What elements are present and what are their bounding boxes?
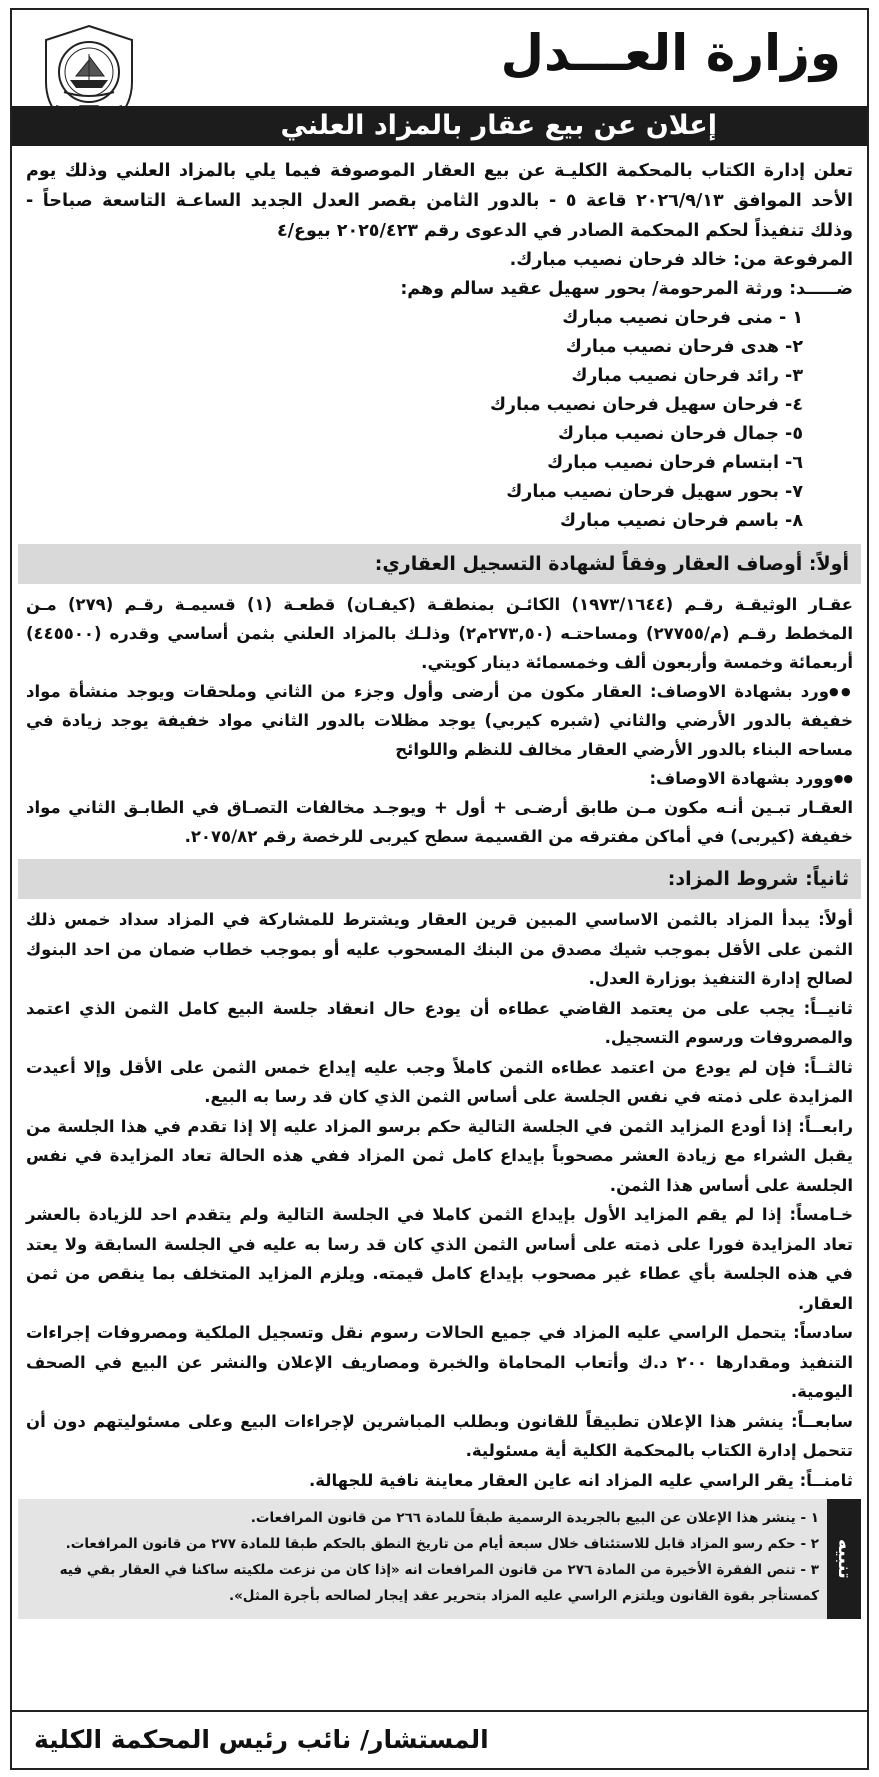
- condition-label: سادساً: [799, 1323, 853, 1342]
- note-item: ١ - ينشر هذا الإعلان عن البيع بالجريدة الرسمية طبقاً للمادة ٢٦٦ من قانون المرافعات.: [250, 1510, 819, 1526]
- notes-tab: تنبيه: [827, 1499, 861, 1619]
- property-notes-2-text: وورد بشهادة الاوصاف:: [649, 769, 834, 788]
- condition-label: ثالثــاً: [810, 1057, 853, 1077]
- announcement-title: إعلان عن بيع عقار بالمزاد العلني: [12, 106, 867, 146]
- list-item: ٨- باسم فرحان نصيب مبارك: [559, 511, 803, 531]
- condition-label: سابعــاً: [797, 1411, 853, 1431]
- section-property-title: أولاً: أوصاف العقار وفقاً لشهادة التسجيل العقاري:: [18, 544, 861, 584]
- condition-item: [26, 1318, 853, 1407]
- list-item: ٣- رائد فرحان نصيب مبارك: [571, 366, 803, 386]
- plaintiff-line: المرفوعة من: خالد فرحان نصيب مبارك.: [509, 250, 853, 270]
- condition-text: : يجب على من يعتمد القاضي عطاءه أن يودع حال انعقاد جلسة البيع كامل الثمن الذي اعتمد والمصروفات ورسوم التسجيل.: [26, 998, 853, 1047]
- condition-text: : إذا أودع المزايد الثمن في الجلسة التالية حكم برسو المزاد عليه إلا إذا تقدم في هذا الجلسة من يقبل الشراء مع زيادة العشر مصحوباً بإيداع كامل ثمن المزاد ففي هذه الحالة تعاد المزايدة في نفس الجلسة على أساس هذا الثمن.: [26, 1116, 853, 1195]
- condition-label: خـامساً: [796, 1205, 853, 1224]
- notes-box: [18, 1499, 861, 1619]
- condition-label: أولاً: [824, 910, 853, 929]
- list-item: ٧- بحور سهيل فرحان نصيب مبارك: [506, 482, 803, 502]
- condition-text: : فإن لم يودع من اعتمد عطاءه الثمن كاملاً وجب عليه إيداع خمس الثمن على الأقل وإلا أعيدت المزايدة على ذمته في نفس الجلسة على أساس الثمن الذي كان قد رسا به البيع.: [26, 1057, 853, 1106]
- condition-item: [26, 905, 853, 994]
- property-notes-1: [12, 677, 867, 764]
- note-item: ٣ - تنص الفقرة الأخيرة من المادة ٢٧٦ من قانون المرافعات انه «إذا كان من نزعت ملكيته ساكنا في العقار بقي فيه كمستأجر بقوة القانون ويلتزم الراسي عليه المزاد بتحرير عقد إيجار لصالحه بأجرة المثل».: [59, 1562, 819, 1604]
- list-item: ١ - منى فرحان نصيب مبارك: [562, 308, 803, 328]
- conditions-list: [12, 905, 867, 1495]
- section-conditions-title: ثانياً: شروط المزاد:: [18, 859, 861, 899]
- condition-item: [26, 1112, 853, 1201]
- defendants-heading: ضـــــد: ورثة المرحومة/ بحور سهيل عقيد سالم وهم:: [400, 279, 853, 299]
- property-notes-1-text: ورد بشهادة الاوصاف: العقار مكون من أرضى وأول وجزء من الثاني وملحقات ويوجد منشأة مواد خفيفة بالدور الأرضي والثاني (شبره كيربي) يوجد مظلات بالدور الثاني مواد خفيفة يوجد زيادة في مساحه البناء بالدور الأرضي العقار مخالف للنظم واللوائح: [26, 682, 853, 759]
- header: [12, 10, 867, 150]
- list-item: ٢- هدى فرحان نصيب مبارك: [565, 337, 803, 357]
- list-item: ٦- ابتسام فرحان نصيب مبارك: [547, 453, 803, 473]
- condition-item: [26, 1407, 853, 1466]
- note-item: ٢ - حكم رسو المزاد قابل للاستئناف خلال سبعة أيام من تاريخ النطق بالحكم طبقا للمادة ٢٧٧ من قانون المرافعات.: [65, 1536, 819, 1552]
- notes-text: [26, 1505, 819, 1609]
- property-description: عقـار الوثيقـة رقـم (١٩٧٣/١٦٤٤) الكائـن بمنطقـة (كيفـان) قطعـة (١) قسيمـة رقـم (٢٧٩) مـن المخطط رقـم (م/٢٧٧٥٥) ومساحتـه (٢٧٣,٥٠م٢) وذلـك بالمزاد العلني بثمن أساسي وقدره (٤٤٥٥٠٠) أربعمائة وخمسة وأربعون ألف وخمسمائة دينار كويتي.: [26, 595, 853, 672]
- property-notes-3: العقـار تبـين أنـه مكون مـن طابق أرضـى + أول + ويوجـد مخالفات التصـاق في الطابـق الثاني مواد خفيفة (كيربى) في أماكن مفترقه من القسيمة سطح كيربى للرخصة رقم ٢٠٧٥/٨٢.: [26, 798, 853, 846]
- condition-text: : يتحمل الراسي عليه المزاد في جميع الحالات رسوم نقل وتسجيل الملكية ومصروفات إجراءات التنفيذ ومقدارها ٢٠٠ د.ك وأتعاب المحاماة والخبرة ومصاريف الإعلان والنشر عن البيع في الصحف اليومية.: [26, 1323, 853, 1401]
- condition-label: ثامنــاً: [806, 1470, 853, 1490]
- condition-text: : يبدأ المزاد بالثمن الاساسي المبين قرين العقار ويشترط للمشاركة في المزاد سداد خمس ذلك الثمن على الأقل بموجب شيك مصدق من البنك المسحوب عليه أو بموجب خطاب ضمان من احد البنوك لصالح إدارة التنفيذ بوزارة العدل.: [26, 910, 853, 988]
- list-item: ٤- فرحان سهيل فرحان نصيب مبارك: [489, 395, 803, 415]
- condition-text: : إذا لم يقم المزايد الأول بإيداع الثمن كاملا في الجلسة التالية ولم يتقدم احد للزيادة بالعشر تعاد المزايدة فورا على ذمته على أساس الثمن الذي كان قد رسا به عليه في الجلسة السابقة ولا يعتد في هذه الجلسة بأي عطاء غير مصحوب بإيداع كامل قيمته. ويلزم المزايد المتخلف بما ينقص من ثمن العقار.: [26, 1205, 853, 1313]
- condition-label: رابعــاً: [804, 1116, 853, 1136]
- condition-text: : ينشر هذا الإعلان تطبيقاً للقانون وبطلب المباشرين لإجراءات البيع وعلى مسئوليتهم دون أن تتحمل إدارة الكتاب بالمحكمة الكلية أية مسئولية.: [26, 1411, 853, 1460]
- condition-item: [26, 1053, 853, 1112]
- property-notes-2: [12, 764, 867, 793]
- condition-label: ثانيــاً: [810, 998, 853, 1018]
- condition-item: [26, 1200, 853, 1318]
- defendants-list: [12, 304, 867, 536]
- announcement-page: [10, 8, 869, 1770]
- condition-text: : يقر الراسي عليه المزاد انه عاين العقار معاينة نافية للجهالة.: [308, 1470, 807, 1490]
- condition-item: [26, 994, 853, 1053]
- condition-item: [26, 1466, 853, 1496]
- intro-paragraph: تعلن إدارة الكتاب بالمحكمة الكليـة عن بيع العقار الموصوفة فيما يلي بالمزاد العلني وذلك يوم الأحد الموافق ٢٠٢٦/٩/١٣ قاعة ٥ - بالدور الثامن بقصر العدل الجديد الساعـة التاسعة صباحاً - وذلك تنفيذاً لحكم المحكمة الصادر في الدعوى رقم ٢٠٢٥/٤٢٣ بيوع/٤: [26, 161, 853, 241]
- list-item: ٥- جمال فرحان نصيب مبارك: [557, 424, 803, 444]
- ministry-title: وزارة العـــدل: [500, 24, 841, 82]
- signature: المستشار/ نائب رئيس المحكمة الكلية: [12, 1710, 867, 1768]
